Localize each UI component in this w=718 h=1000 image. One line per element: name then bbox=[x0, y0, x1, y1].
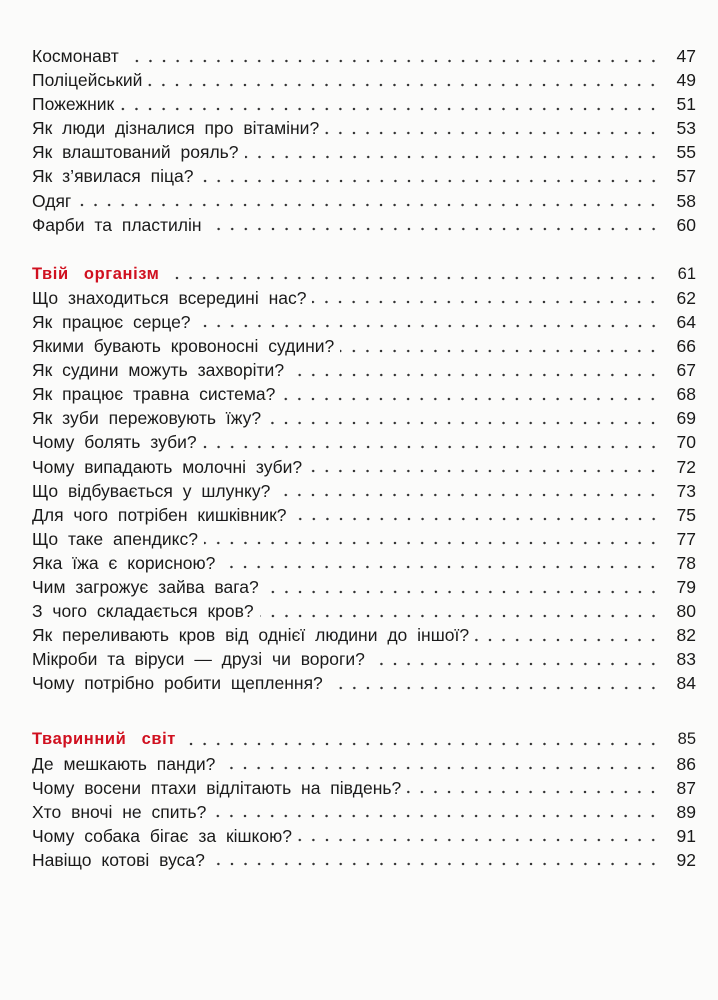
dot-leader bbox=[203, 445, 660, 449]
entry-title: Хто вночі не спить? bbox=[32, 801, 207, 822]
entry-page-number: 86 bbox=[676, 753, 696, 774]
entry-page-number: 64 bbox=[676, 311, 696, 332]
entry-page-number: 70 bbox=[676, 432, 696, 453]
entry-title: Космонавт bbox=[32, 46, 119, 66]
entry-title: Як працює серце? bbox=[32, 311, 191, 332]
dot-leader bbox=[371, 662, 660, 666]
entry-title: Яка їжа є корисною? bbox=[32, 552, 216, 573]
dot-leader bbox=[182, 742, 660, 746]
entry-title: З чого складається кров? bbox=[32, 601, 254, 622]
entry-title: Пожежник bbox=[32, 94, 115, 115]
toc-entry[interactable] bbox=[32, 430, 696, 454]
toc-entry[interactable] bbox=[32, 623, 696, 647]
dot-leader bbox=[197, 324, 660, 328]
dot-leader bbox=[298, 838, 660, 842]
entry-title: Чому потрібно робити щеплення? bbox=[32, 673, 323, 694]
entry-page-number: 80 bbox=[676, 601, 696, 622]
toc-entry[interactable] bbox=[32, 189, 696, 213]
dot-leader bbox=[325, 131, 660, 135]
entry-page-number: 60 bbox=[676, 214, 696, 235]
dot-leader bbox=[407, 790, 660, 794]
toc-entry[interactable] bbox=[32, 406, 696, 430]
toc-entry[interactable] bbox=[32, 164, 696, 188]
dot-leader bbox=[245, 155, 661, 159]
entry-page-number: 69 bbox=[676, 408, 696, 429]
toc-entry[interactable] bbox=[32, 116, 696, 140]
dot-leader bbox=[265, 590, 660, 594]
entry-title: Як зуби пережовують їжу? bbox=[32, 408, 262, 429]
toc-entry[interactable] bbox=[32, 213, 696, 237]
toc-entry[interactable] bbox=[32, 527, 696, 551]
entry-title: Що таке апендикс? bbox=[32, 528, 198, 549]
toc-entry[interactable] bbox=[32, 382, 696, 406]
toc-entry[interactable] bbox=[32, 551, 696, 575]
toc-entry[interactable] bbox=[32, 776, 696, 800]
section-page-number: 85 bbox=[677, 730, 696, 749]
toc-entry[interactable] bbox=[32, 92, 696, 116]
entry-title: Як з’явилася піца? bbox=[32, 166, 194, 187]
dot-leader bbox=[340, 349, 660, 353]
toc-entry[interactable] bbox=[32, 140, 696, 164]
dot-leader bbox=[204, 541, 660, 545]
toc-entry[interactable] bbox=[32, 68, 696, 92]
entry-page-number: 58 bbox=[676, 190, 696, 211]
dot-leader bbox=[475, 638, 660, 642]
section-heading[interactable] bbox=[32, 727, 696, 751]
entry-page-number: 66 bbox=[676, 336, 696, 357]
dot-leader bbox=[120, 107, 660, 111]
toc-entry[interactable] bbox=[32, 479, 696, 503]
dot-leader bbox=[290, 373, 660, 377]
entry-page-number: 72 bbox=[676, 456, 696, 477]
entry-page-number: 51 bbox=[676, 94, 696, 115]
toc-group bbox=[32, 752, 696, 872]
toc-entry[interactable] bbox=[32, 599, 696, 623]
toc-entry[interactable] bbox=[32, 752, 696, 776]
toc-entry[interactable] bbox=[32, 800, 696, 824]
entry-page-number: 83 bbox=[676, 649, 696, 670]
dot-leader bbox=[281, 397, 660, 401]
entry-title: Де мешкають панди? bbox=[32, 753, 216, 774]
dot-leader bbox=[329, 686, 660, 690]
entry-page-number: 68 bbox=[676, 384, 696, 405]
dot-leader bbox=[293, 517, 660, 521]
entry-page-number: 84 bbox=[676, 673, 696, 694]
entry-title: Одяг bbox=[32, 190, 72, 211]
entry-page-number: 49 bbox=[676, 70, 696, 91]
entry-page-number: 75 bbox=[676, 504, 696, 525]
toc-entry[interactable] bbox=[32, 848, 696, 872]
entry-page-number: 73 bbox=[676, 480, 696, 501]
toc-group bbox=[32, 286, 696, 696]
entry-title: Для чого потрібен кишківник? bbox=[32, 504, 287, 525]
toc-entry[interactable] bbox=[32, 455, 696, 479]
entry-page-number: 92 bbox=[676, 849, 696, 870]
dot-leader bbox=[208, 227, 660, 231]
entry-page-number: 87 bbox=[676, 777, 696, 798]
entry-page-number: 79 bbox=[676, 576, 696, 597]
section-page-number: 61 bbox=[677, 264, 696, 283]
dot-leader bbox=[125, 59, 660, 63]
toc-entry[interactable] bbox=[32, 286, 696, 310]
dot-leader bbox=[221, 565, 660, 569]
dot-leader bbox=[221, 766, 660, 770]
entry-page-number: 62 bbox=[676, 287, 696, 308]
toc-entry[interactable] bbox=[32, 647, 696, 671]
section-title: Тваринний світ bbox=[32, 730, 176, 749]
toc-entry[interactable] bbox=[32, 358, 696, 382]
entry-title: Як влаштований рояль? bbox=[32, 142, 239, 163]
entry-title: Чим загрожує зайва вага? bbox=[32, 576, 259, 597]
entry-title: Якими бувають кровоносні судини? bbox=[32, 336, 335, 357]
entry-page-number: 67 bbox=[676, 360, 696, 381]
entry-page-number: 57 bbox=[676, 166, 696, 187]
dot-leader bbox=[148, 83, 660, 87]
entry-page-number: 89 bbox=[676, 801, 696, 822]
entry-page-number: 47 bbox=[676, 46, 696, 66]
entry-title: Що знаходиться всередині нас? bbox=[32, 287, 307, 308]
entry-page-number: 53 bbox=[676, 118, 696, 139]
dot-leader bbox=[276, 493, 660, 497]
dot-leader bbox=[308, 469, 660, 473]
dot-leader bbox=[312, 300, 660, 304]
toc-entry[interactable] bbox=[32, 310, 696, 334]
dot-leader bbox=[212, 814, 660, 818]
dot-leader bbox=[77, 203, 660, 207]
toc-group bbox=[32, 44, 696, 237]
dot-leader bbox=[165, 276, 660, 280]
toc-entry[interactable] bbox=[32, 824, 696, 848]
entry-title: Як люди дізналися про вітаміни? bbox=[32, 118, 320, 139]
toc-entry[interactable] bbox=[32, 334, 696, 358]
dot-leader bbox=[267, 421, 660, 425]
toc-entry[interactable] bbox=[32, 503, 696, 527]
toc-entry[interactable] bbox=[32, 575, 696, 599]
table-of-contents bbox=[32, 44, 696, 872]
entry-page-number: 55 bbox=[676, 142, 696, 163]
dot-leader bbox=[260, 614, 660, 618]
entry-title: Фарби та пластилін bbox=[32, 214, 202, 235]
entry-title: Що відбувається у шлунку? bbox=[32, 480, 271, 501]
entry-page-number: 78 bbox=[676, 552, 696, 573]
dot-leader bbox=[211, 862, 660, 866]
entry-title: Чому восени птахи відлітають на південь? bbox=[32, 777, 402, 798]
entry-title: Чому собака бігає за кішкою? bbox=[32, 825, 292, 846]
entry-title: Як працює травна система? bbox=[32, 384, 276, 405]
entry-title: Чому болять зуби? bbox=[32, 432, 197, 453]
dot-leader bbox=[200, 179, 660, 183]
entry-page-number: 82 bbox=[676, 625, 696, 646]
entry-title: Мікроби та віруси — друзі чи вороги? bbox=[32, 649, 365, 670]
entry-page-number: 91 bbox=[676, 825, 696, 846]
toc-entry[interactable] bbox=[32, 44, 696, 68]
entry-title: Як переливають кров від однієї людини до іншої? bbox=[32, 625, 470, 646]
entry-title: Поліцейський bbox=[32, 70, 143, 91]
entry-title: Як судини можуть захворіти? bbox=[32, 360, 285, 381]
section-heading[interactable] bbox=[32, 262, 696, 286]
toc-entry[interactable] bbox=[32, 671, 696, 695]
section-title: Твій організм bbox=[32, 264, 160, 283]
entry-title: Навіщо котові вуса? bbox=[32, 849, 205, 870]
entry-page-number: 77 bbox=[676, 528, 696, 549]
entry-title: Чому випадають молочні зуби? bbox=[32, 456, 303, 477]
